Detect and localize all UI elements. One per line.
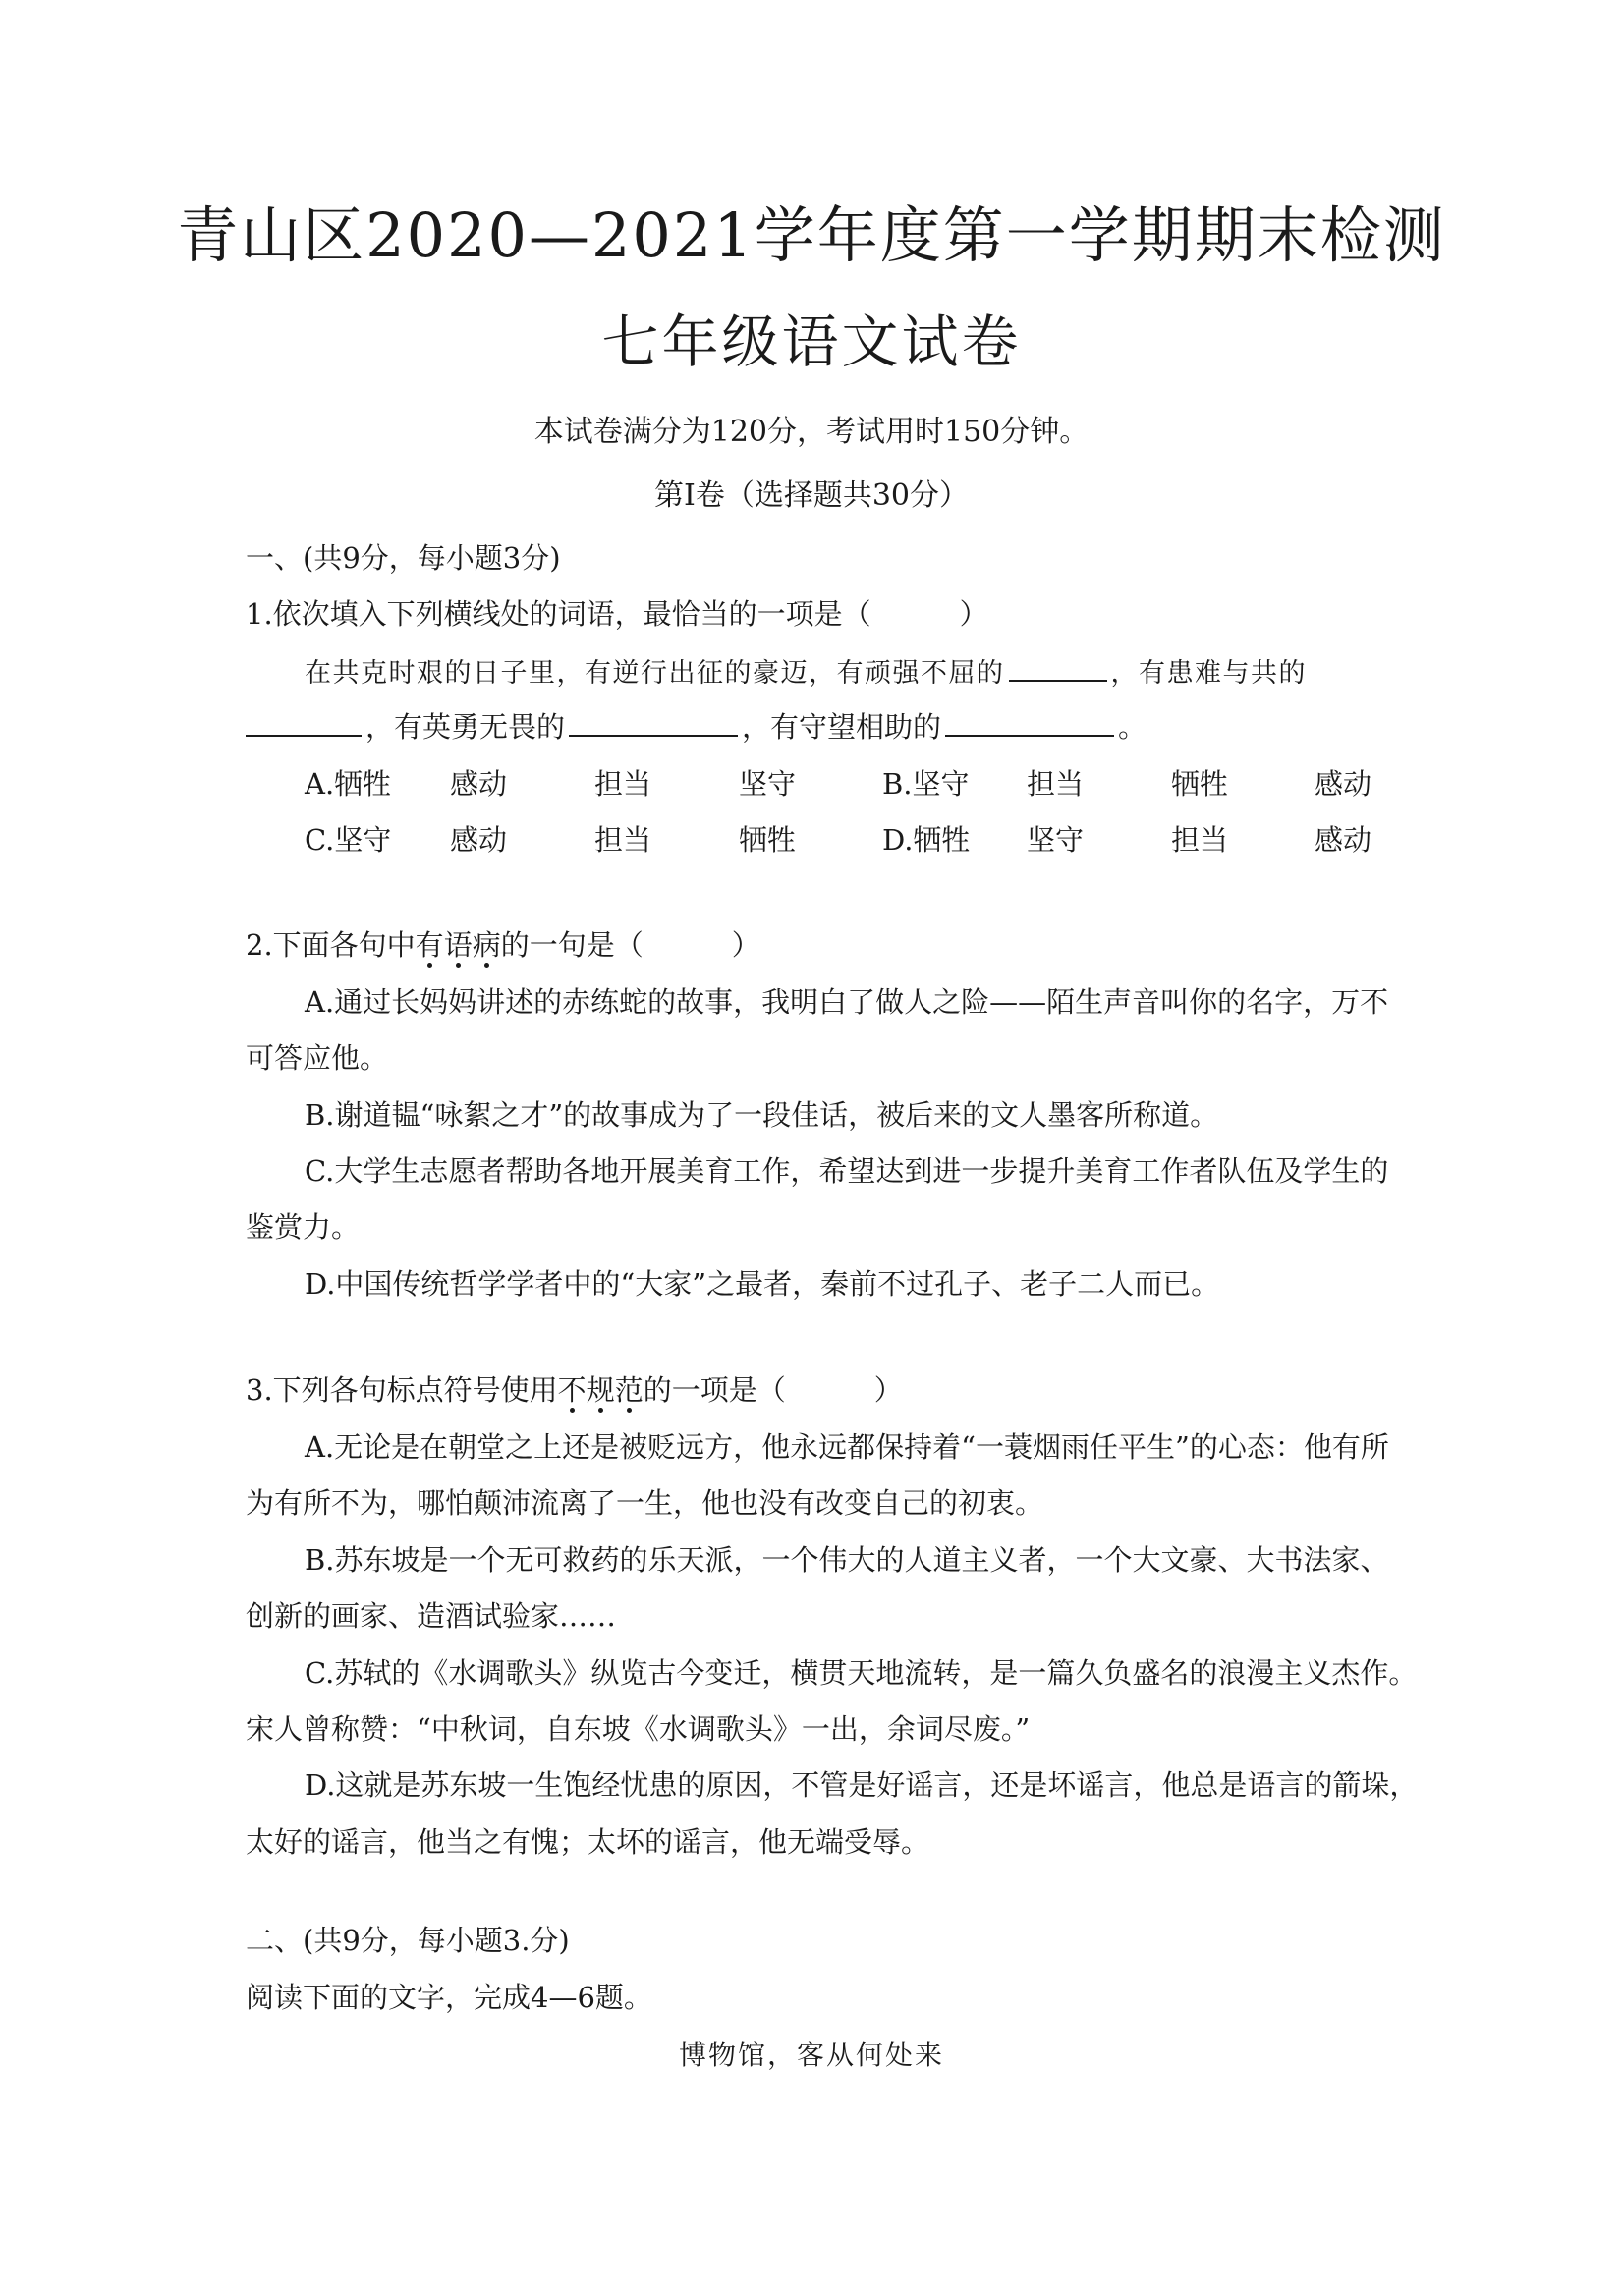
q2-option-a-line2: 可答应他。 xyxy=(246,1041,389,1075)
q2-option-b: B.谢道韫“咏絮之才”的故事成为了一段佳话，被后来的文人墨客所称道。 xyxy=(305,1098,1219,1132)
q1-option-word: 感动 xyxy=(450,823,508,857)
exam-subtitle: 七年级语文试卷 xyxy=(601,308,1022,375)
q1-option-word: 牺牲 xyxy=(1171,767,1229,801)
q1-passage-line2 xyxy=(246,705,1385,747)
q1-stem-text: 1.依次填入下列横线处的词语，最恰当的一项是（ xyxy=(246,597,871,631)
answer-blank xyxy=(1009,650,1107,682)
q2-stem-close: ） xyxy=(731,928,760,962)
q3-option-d-line2: 太好的谣言，他当之有愧；太坏的谣言，他无端受辱。 xyxy=(246,1825,930,1859)
emphasis-char: 有 xyxy=(415,928,444,962)
answer-blank xyxy=(945,705,1114,737)
q2-option-d: D.中国传统哲学学者中的“大家”之最者，秦前不过孔子、老子二人而已。 xyxy=(305,1267,1220,1301)
volume-heading: 第Ⅰ卷（选择题共30分） xyxy=(653,478,970,513)
q3-stem-emphasis xyxy=(558,1373,644,1407)
q2-option-c-line1: C.大学生志愿者帮助各地开展美育工作，希望达到进一步提升美育工作者队伍及学生的 xyxy=(305,1154,1389,1188)
emphasis-char: 语 xyxy=(443,928,473,962)
q1-passage-e: 。 xyxy=(1118,710,1147,744)
q1-option-word: 担当 xyxy=(1171,823,1229,857)
q3-stem xyxy=(246,1371,1385,1410)
emphasis-char: 病 xyxy=(472,928,501,962)
q3-stem-text: 3.下列各句标点符号使用 xyxy=(246,1373,558,1407)
q1-option-word: 担当 xyxy=(1027,767,1085,801)
q2-option-c-line2: 鉴赏力。 xyxy=(246,1210,361,1244)
q1-passage-a: 在共克时艰的日子里，有逆行出征的豪迈，有顽强不屈的 xyxy=(305,658,1005,689)
q3-option-c-line1: C.苏轼的《水调歌头》纵览古今变迁，横贯天地流转，是一篇久负盛名的浪漫主义杰作。 xyxy=(305,1656,1418,1690)
q2-stem-text2: 的一句是（ xyxy=(500,928,644,962)
q1-option-word: 坚守 xyxy=(739,767,797,801)
exam-title: 青山区2020—2021学年度第一学期期末检测 xyxy=(177,199,1446,271)
emphasis-char: 不 xyxy=(557,1373,587,1407)
exam-info: 本试卷满分为120分，考试用时150分钟。 xyxy=(533,415,1090,449)
q3-option-a-line2: 为有所不为，哪怕颠沛流离了一生，他也没有改变自己的初衷。 xyxy=(246,1486,1044,1520)
q3-option-b-line1: B.苏东坡是一个无可救药的乐天派，一个伟大的人道主义者，一个大文豪、大书法家、 xyxy=(305,1543,1389,1577)
q1-option-a: A.牺牲 xyxy=(305,767,392,801)
q2-stem-text: 2.下面各句中 xyxy=(246,928,416,962)
q2-stem xyxy=(246,925,1385,965)
q1-option-word: 坚守 xyxy=(1027,823,1085,857)
q1-option-word: 感动 xyxy=(1315,767,1372,801)
q3-option-b-line2: 创新的画家、造酒试验家…… xyxy=(246,1599,617,1633)
answer-blank xyxy=(569,705,738,737)
q3-stem-text2: 的一项是（ xyxy=(643,1373,786,1407)
q1-passage-d: ，有守望相助的 xyxy=(742,710,942,744)
section2-heading: 二、(共9分，每小题3.分) xyxy=(246,1924,570,1957)
q1-option-c: C.坚守 xyxy=(305,823,392,857)
emphasis-char: 范 xyxy=(614,1373,644,1407)
q3-option-c-line2: 宋人曾称赞：“中秋词，自东坡《水调歌头》一出，余词尽废。” xyxy=(246,1712,1031,1746)
q1-passage-c: ，有英勇无畏的 xyxy=(365,710,566,744)
q1-option-d: D.牺牲 xyxy=(882,823,971,857)
q3-stem-close: ） xyxy=(873,1373,903,1407)
q1-stem xyxy=(246,594,1385,634)
q1-passage-b: ，有患难与共的 xyxy=(1110,658,1307,689)
q1-option-word: 担当 xyxy=(594,767,652,801)
q1-option-word: 感动 xyxy=(1315,823,1372,857)
q1-option-b: B.坚守 xyxy=(882,767,970,801)
emphasis-char: 规 xyxy=(586,1373,615,1407)
q1-passage-line1 xyxy=(305,650,1385,694)
q1-option-word: 感动 xyxy=(450,767,508,801)
section1-heading: 一、(共9分，每小题3分) xyxy=(246,541,561,575)
passage-title: 博物馆，客从何处来 xyxy=(678,2039,944,2071)
answer-blank xyxy=(246,705,362,737)
q2-stem-emphasis xyxy=(416,928,501,962)
q2-option-a-line1: A.通过长妈妈讲述的赤练蛇的故事，我明白了做人之险——陌生声音叫你的名字，万不 xyxy=(305,985,1389,1019)
q3-option-d-line1: D.这就是苏东坡一生饱经忧患的原因，不管是好谣言，还是坏谣言，他总是语言的箭垛， xyxy=(305,1768,1419,1802)
section2-instruction: 阅读下面的文字，完成4—6题。 xyxy=(246,1981,652,2014)
q1-option-word: 担当 xyxy=(594,823,652,857)
q3-option-a-line1: A.无论是在朝堂之上还是被贬远方，他永远都保持着“一蓑烟雨任平生”的心态：他有所 xyxy=(305,1430,1389,1464)
q1-stem-close: ） xyxy=(959,597,988,631)
q1-option-word: 牺牲 xyxy=(739,823,797,857)
